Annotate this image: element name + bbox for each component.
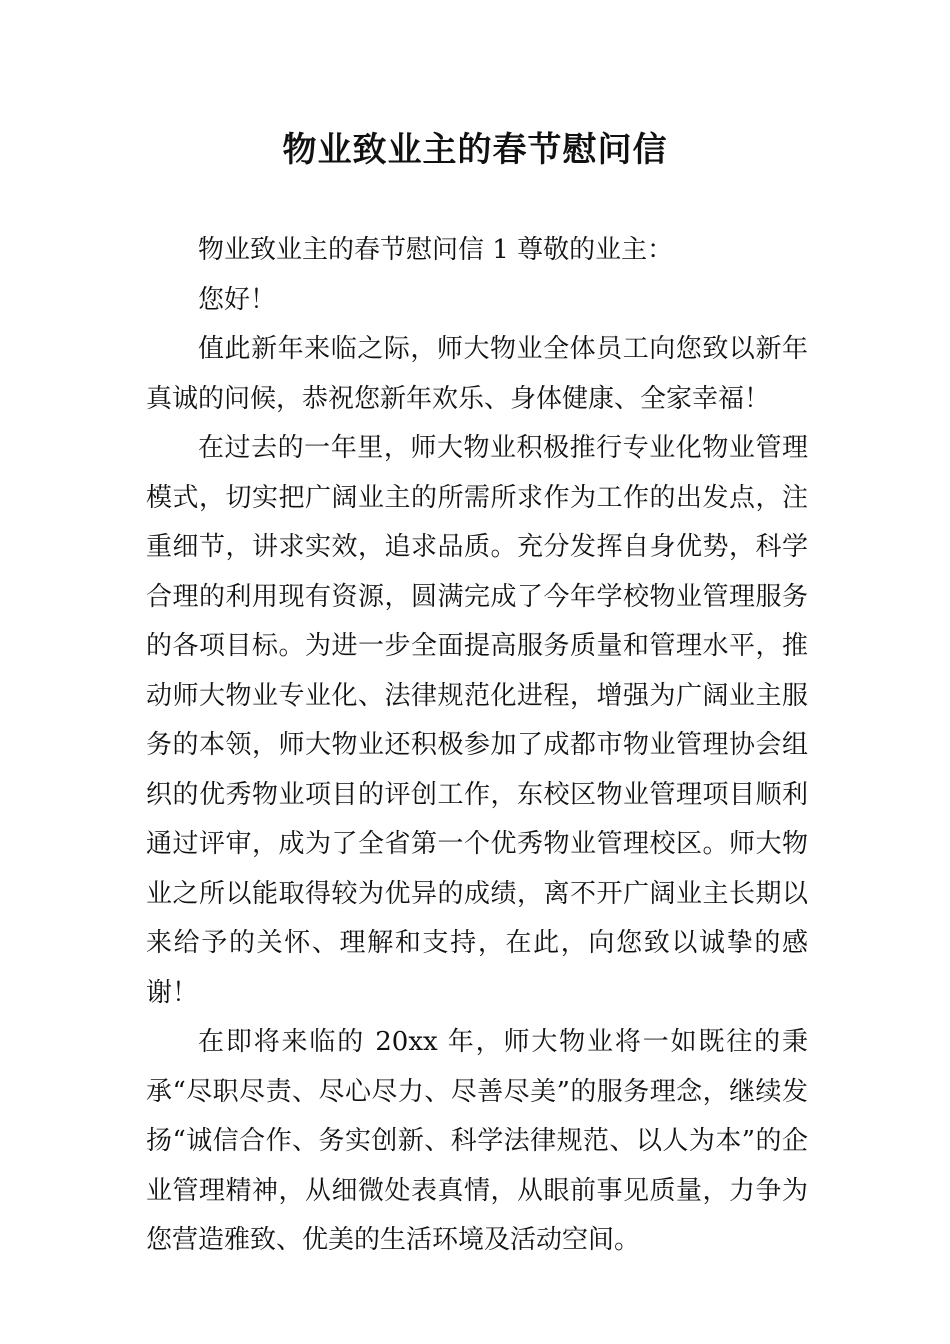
document-title: 物业致业主的春节慰问信 [282, 130, 668, 170]
paragraph-coming-year: 在即将来临的 20xx 年，师大物业将一如既往的秉承“尽职尽责、尽心尽力、尽善尽美”的服务理念，继续发扬“诚信合作、务实创新、科学法律规范、以人为本”的企业管理精神，从细微处表真情，从眼前事见质量，力争为您营造雅致、优美的生活环境及活动空间。 [146, 1027, 808, 1255]
paragraph-hello: 您好！ [198, 284, 277, 315]
paragraph-new-year-wishes: 值此新年来临之际，师大物业全体员工向您致以新年真诚的问候，恭祝您新年欢乐、身体健康、全家幸福！ [146, 334, 808, 414]
paragraph-past-year-review: 在过去的一年里，师大物业积极推行专业化物业管理模式，切实把广阔业主的所需所求作为工作的出发点，注重细节，讲求实效，追求品质。充分发挥自身优势，科学合理的利用现有资源，圆满完成了今年学校物业管理服务的各项目标。为进一步全面提高服务质量和管理水平，推动师大物业专业化、法律规范化进程，增强为广阔业主服务的本领，师大物业还积极参加了成都市物业管理协会组织的优秀物业项目的评创工作，东校区物业管理项目顺利通过评审，成为了全省第一个优秀物业管理校区。师大物业之所以能取得较为优异的成绩，离不开广阔业主长期以来给予的关怀、理解和支持，在此，向您致以诚挚的感谢！ [146, 433, 808, 1008]
paragraph-greeting-line: 物业致业主的春节慰问信 1 尊敬的业主： [198, 235, 674, 265]
document-body [146, 226, 808, 1266]
